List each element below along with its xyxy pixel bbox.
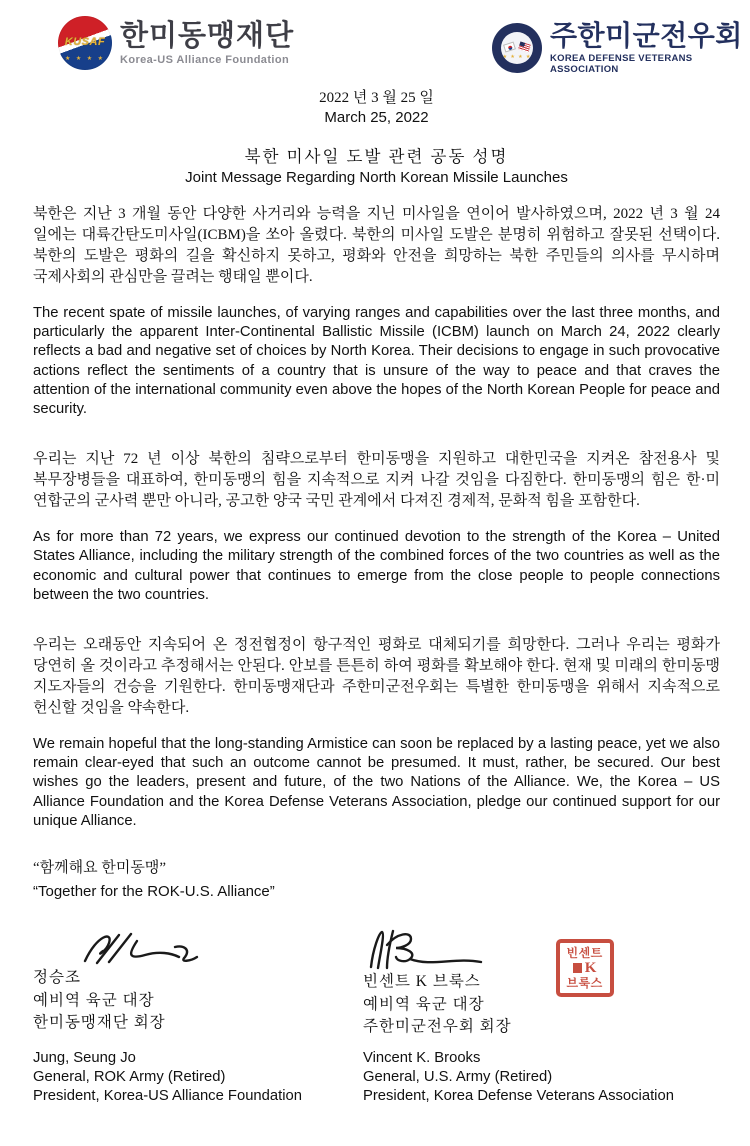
paragraph-english-1: The recent spate of missile launches, of varying ranges and capabilities over the last three months, and particularly the apparent Inter-Continental Ballistic Missile (ICBM) launch on March 24, 2022 clearly reflects a bad and negative set of choices by North Korea. Their decisions to engage in such provocative actions reflect the sentiments of a country that is unsure of the way to peace and that craves the attention of the international community even above the hopes of the North Korean People for peace and security. (33, 305, 720, 418)
seal-line-3: 브룩스 (566, 976, 603, 991)
kusaf-org-name-korean: 한미동맹재단 (120, 20, 295, 52)
signer-left-rank-ko: 예비역 육군 대장 (33, 991, 155, 1009)
letter-body (33, 88, 720, 1106)
us-flag-icon (518, 41, 531, 52)
seal-line-2: K (573, 960, 597, 976)
signer-right-title-en: President, Korea Defense Veterans Association (363, 1088, 674, 1105)
signer-left-rank-en: General, ROK Army (Retired) (33, 1068, 226, 1085)
signer-right-rank-en: General, U.S. Army (Retired) (363, 1068, 553, 1085)
seal-block-decoration (573, 963, 582, 973)
kdva-seal-logo-icon (492, 23, 542, 73)
signature-right-text (363, 927, 512, 1039)
kdva-stars-decoration: ★ ★ ★ ★ (502, 54, 532, 60)
document-title-korean: 북한 미사일 도발 관련 공동 성명 (244, 147, 509, 166)
paragraph-korean-1: 북한은 지난 3 개월 동안 다양한 사거리와 능력을 지닌 미사일을 연이어 발사하였으며, 2022 년 3 월 24 일에는 대륙간탄도미사일(ICBM)을 쏘아 올렸다. 북한의 미사일 도발은 분명히 위험하고 잘못된 선택이다. 북한의 도발은 평화의 길을 확신하지 못하고, 평화와 안전을 희망하는 북한 주민들의 의사를 무시하며 국제사회의 관심만을 끌려는 행태일 뿐이다. (33, 206, 720, 285)
jung-signature-icon (79, 927, 209, 967)
brooks-signature-icon (363, 927, 493, 971)
signer-left-name-ko: 정승조 (33, 969, 81, 987)
title-block (33, 146, 720, 188)
kusaf-logo-text (120, 20, 294, 66)
date-block (33, 88, 720, 128)
signature-row (33, 927, 720, 1039)
signer-right-name-en: Vincent K. Brooks (363, 1049, 481, 1066)
kdva-org-name-korean: 주한미군전우회 (550, 20, 743, 51)
kdva-logo-group (492, 20, 750, 75)
signer-left-name-en: Jung, Seung Jo (33, 1049, 136, 1066)
signature-block-right (363, 927, 720, 1039)
signer-left-title-ko: 한미동맹재단 회장 (33, 1014, 166, 1032)
signer-right-english-lines (363, 1049, 720, 1107)
kdva-org-name-english: KOREA DEFENSE VETERANS ASSOCIATION (550, 53, 693, 75)
date-korean: 2022 년 3 월 25 일 (319, 90, 434, 106)
paragraph-english-3: We remain hopeful that the long-standing Armistice can soon be replaced by a lasting peace, yet we also remain clear-eyed that such an outcome cannot be presumed. It must, rather, be secured. Our best wishes go the leaders, present and future, of the two Nations of the Alliance. We, the Korea – US Alliance Foundation and the Korea Defense Veterans Association, pledge our continued support for our unique Alliance. (33, 736, 720, 829)
date-english: March 25, 2022 (324, 109, 429, 126)
signature-block-left (33, 927, 363, 1039)
paragraph-english-2: As for more than 72 years, we express our continued devotion to the strength of the Korea – United States Alliance, including the military strength of the combined forces of the two countries as well as the economic and cultural power that continues to emerge from the close people to people connections between the two countries. (33, 529, 720, 603)
paragraph-korean-3: 우리는 오래동안 지속되어 온 정전협정이 항구적인 평화로 대체되기를 희망한다. 그러나 우리는 평화가 당연히 올 것이라고 추정해서는 안된다. 안보를 튼튼히 하여 평화를 확보해야 한다. 현재 및 미래의 한미동맹 지도자들의 건승을 기원한다. 한미동맹재단과 주한미군전우회는 특별한 한미동맹을 위해서 지속적으로 헌신할 것임을 약속한다. (33, 637, 720, 717)
kusaf-stars-decoration: ★ ★ ★ ★ (64, 56, 105, 62)
signer-left-english-lines (33, 1049, 363, 1107)
english-name-row (33, 1049, 720, 1107)
signer-left-title-en: President, Korea-US Alliance Foundation (33, 1088, 302, 1105)
signer-left-korean-lines (33, 967, 363, 1035)
closing-slogan-english: “Together for the ROK-U.S. Alliance” (33, 883, 275, 901)
signer-right-korean-lines (363, 971, 512, 1039)
closing-slogan-korean: “함께해요 한미동맹” (33, 860, 166, 877)
letterhead (0, 0, 750, 86)
brooks-name-seal-stamp (556, 939, 614, 997)
kdva-logo-text (550, 20, 750, 75)
signer-right-title-ko: 주한미군전우회 회장 (363, 1018, 512, 1036)
kusaf-taegeuk-logo-icon (58, 16, 112, 70)
document-title-english: Joint Message Regarding North Korean Missile Launches (185, 169, 568, 186)
seal-line-1: 빈센트 (566, 946, 603, 961)
paragraph-korean-2: 우리는 지난 72 년 이상 북한의 침략으로부터 한미동맹을 지원하고 대한민국을 지켜온 참전용사 및 복무장병들을 대표하여, 한미동맹의 힘을 지속적으로 지켜 나갈 것임을 다짐한다. 한미동맹의 힘은 한·미 연합군의 군사력 뿐만 아니라, 공고한 양국 국민 관계에서 다져진 경제적, 문화적 힘을 포함한다. (33, 451, 720, 510)
signer-right-name-ko: 빈센트 K 브룩스 (363, 973, 481, 991)
kdva-flags-icon (501, 32, 533, 64)
kusaf-acronym: KUSAF (64, 36, 106, 48)
signer-right-rank-ko: 예비역 육군 대장 (363, 995, 485, 1013)
kusaf-org-name-english: Korea-US Alliance Foundation (120, 54, 290, 66)
kusaf-logo-group (58, 16, 294, 70)
korea-flag-icon (503, 41, 516, 52)
closing-slogan (33, 857, 720, 903)
